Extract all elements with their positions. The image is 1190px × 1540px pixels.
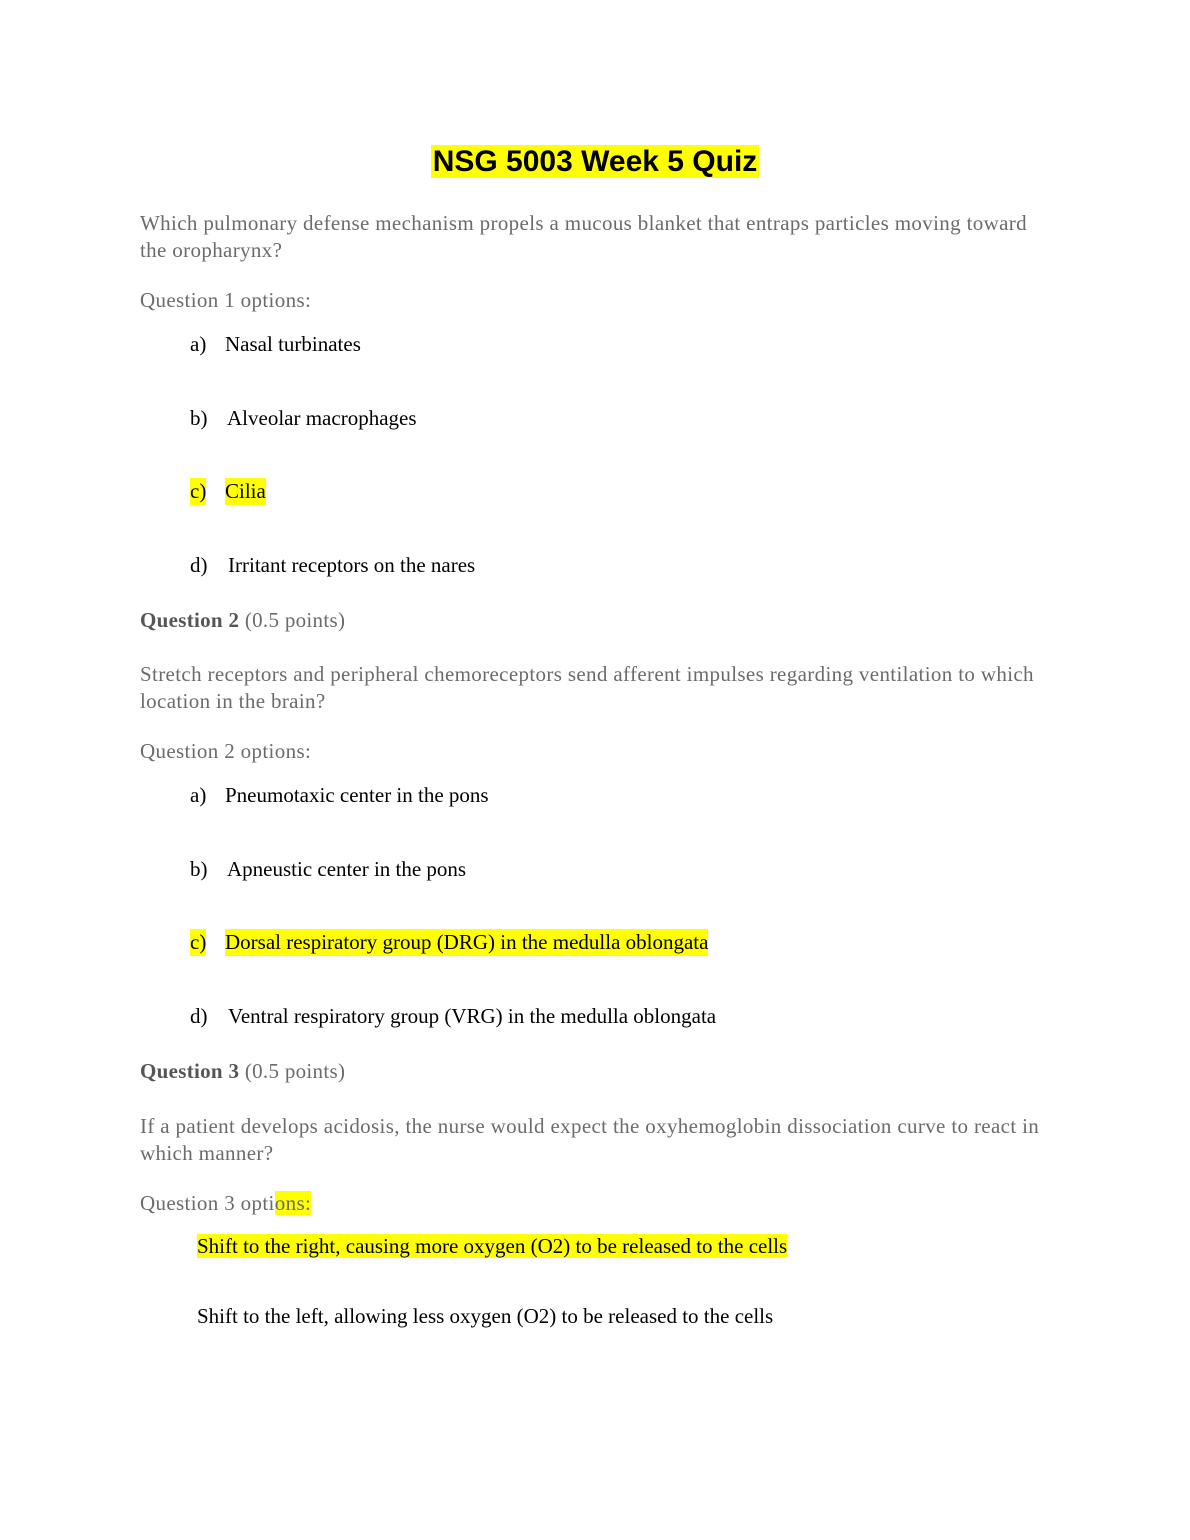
q1-option-d-letter: d) <box>190 553 208 577</box>
question-1-stem: Which pulmonary defense mechanism propels a mucous blanket that entraps particles moving toward the oropharynx? <box>140 211 1027 262</box>
document-title <box>0 140 1190 184</box>
q2-option-b-letter: b) <box>190 857 208 881</box>
question-3-title: Question 3 <box>140 1059 240 1083</box>
q2-option-c-letter: c) <box>190 930 207 954</box>
question-3-options-label-part2: ons: <box>274 1191 312 1215</box>
question-3-heading <box>140 1059 345 1084</box>
q2-option-d-text: Ventral respiratory group (VRG) in the medulla oblongata <box>228 1004 717 1028</box>
q1-option-a-letter: a) <box>190 332 207 356</box>
question-1-options-label: Question 1 options: <box>140 288 312 312</box>
q1-option-d[interactable] <box>190 552 790 579</box>
q1-option-c-letter: c) <box>190 479 207 503</box>
title-text: NSG 5003 Week 5 Quiz <box>432 145 758 178</box>
q2-option-d-letter: d) <box>190 1004 208 1028</box>
q1-option-b-text: Alveolar macrophages <box>227 406 417 430</box>
q2-option-b[interactable] <box>190 856 890 883</box>
q3-option-2-text: Shift to the left, allowing less oxygen (O2) to be released to the cells <box>197 1304 774 1328</box>
question-2-title: Question 2 <box>140 608 240 632</box>
q2-option-c-text: Dorsal respiratory group (DRG) in the medulla oblongata <box>225 930 709 954</box>
q3-option-1-text: Shift to the right, causing more oxygen (O2) to be released to the cells <box>197 1234 788 1258</box>
question-2-options-label: Question 2 options: <box>140 739 312 763</box>
q2-option-b-text: Apneustic center in the pons <box>227 857 467 881</box>
q1-option-c-correct[interactable] <box>190 478 790 505</box>
q1-option-b-letter: b) <box>190 406 208 430</box>
q1-option-a[interactable] <box>190 331 790 358</box>
q2-option-a-letter: a) <box>190 783 207 807</box>
q1-option-b[interactable] <box>190 405 790 432</box>
q3-option-left-shift[interactable] <box>197 1303 773 1330</box>
q2-option-d[interactable] <box>190 1003 890 1030</box>
question-2-heading <box>140 608 345 633</box>
q1-option-a-text: Nasal turbinates <box>225 332 361 356</box>
q2-option-a[interactable] <box>190 782 890 809</box>
question-2-points: (0.5 points) <box>244 608 346 632</box>
q3-option-right-shift-correct[interactable] <box>197 1233 787 1260</box>
question-2-stem: Stretch receptors and peripheral chemoreceptors send afferent impulses regarding ventilation to which location in the brain? <box>140 662 1034 713</box>
q1-option-c-text: Cilia <box>225 479 266 503</box>
q1-option-d-text: Irritant receptors on the nares <box>228 553 476 577</box>
question-3-options-label-part1: Question 3 opti <box>140 1191 275 1215</box>
question-3-stem: If a patient develops acidosis, the nurse would expect the oxyhemoglobin dissociation curve to react in which manner? <box>140 1114 1040 1165</box>
q2-option-c-correct[interactable] <box>190 929 890 956</box>
question-3-points: (0.5 points) <box>244 1059 346 1083</box>
q2-option-a-text: Pneumotaxic center in the pons <box>225 783 489 807</box>
question-3-options-label <box>140 1190 311 1217</box>
